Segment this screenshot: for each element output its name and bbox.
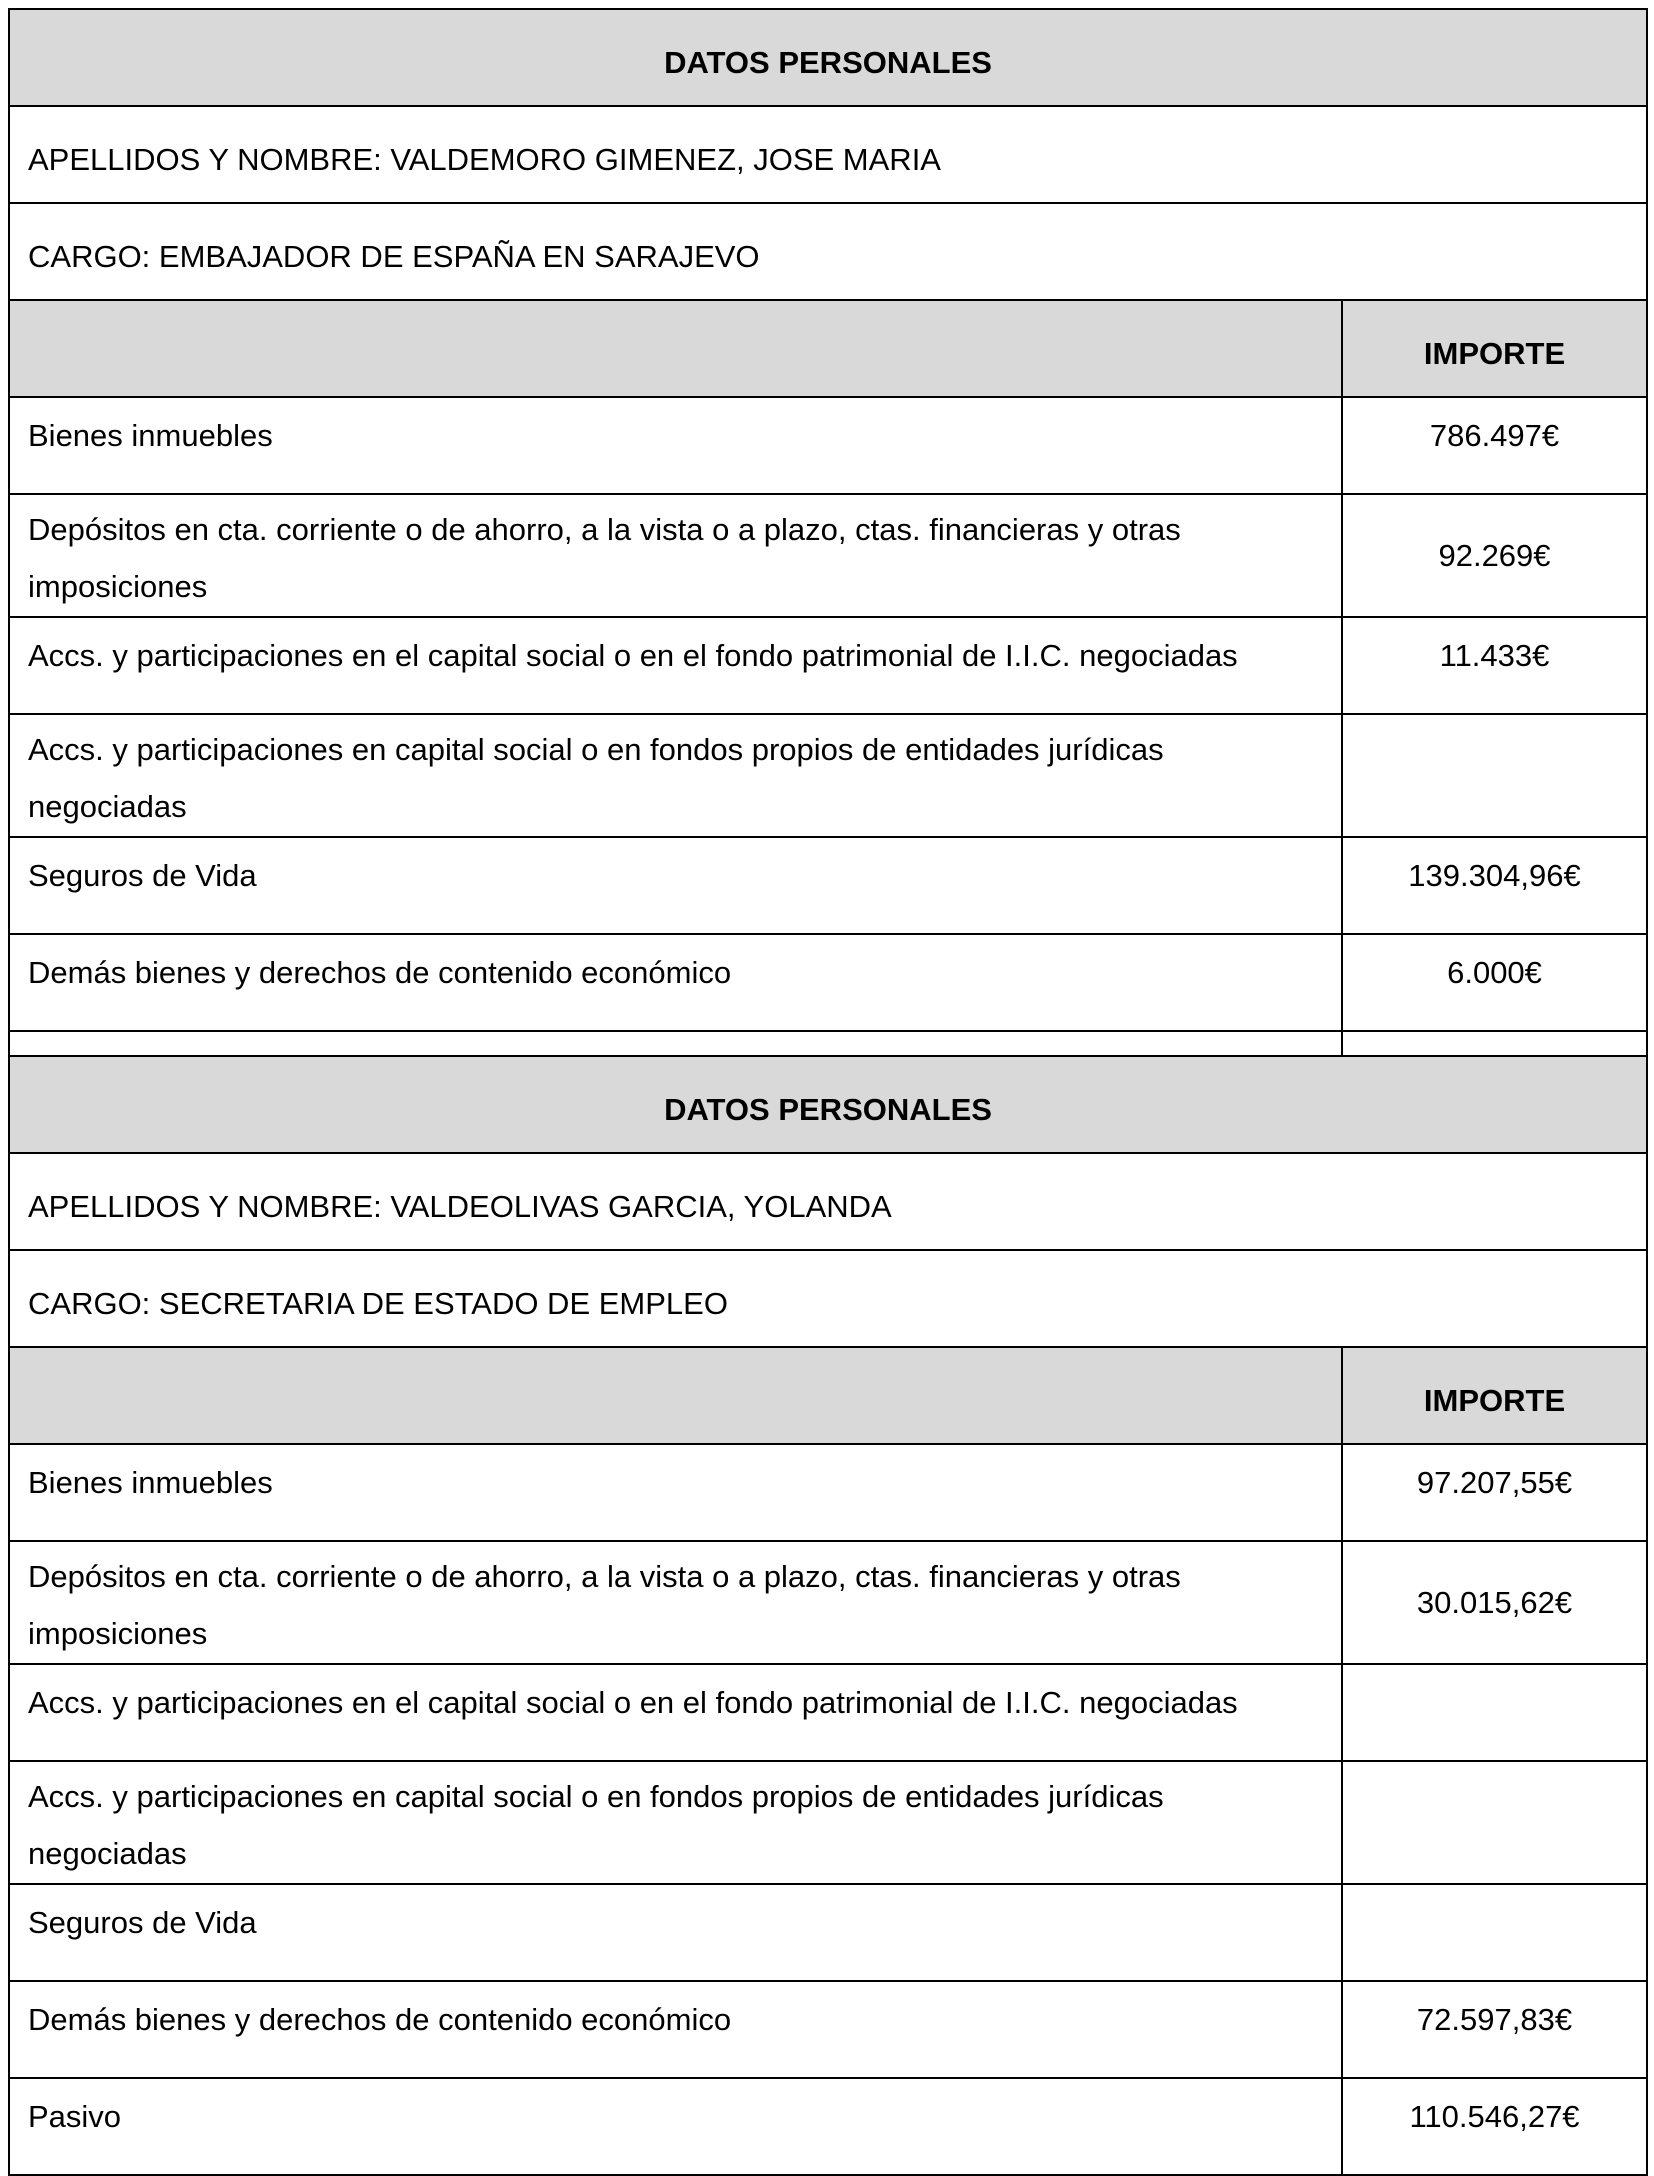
asset-label: Demás bienes y derechos de contenido económico [9,934,1342,1031]
asset-label: Depósitos en cta. corriente o de ahorro, a la vista o a plazo, ctas. financieras y otras imposiciones [9,494,1342,617]
asset-amount: 786.497€ [1342,397,1647,494]
full-name: APELLIDOS Y NOMBRE: VALDEMORO GIMENEZ, JOSE MARIA [9,106,1647,203]
table-row [9,1761,1647,1884]
header-row [9,1056,1647,1153]
asset-amount [1342,1761,1647,1884]
asset-amount: 72.597,83€ [1342,1981,1647,2078]
table-row [9,837,1647,934]
table-row [9,714,1647,837]
amount-column-header: IMPORTE [1342,300,1647,397]
amount-column-header: IMPORTE [1342,1347,1647,1444]
asset-label: Bienes inmuebles [9,1444,1342,1541]
asset-amount: 11.433€ [1342,617,1647,714]
table-row [9,494,1647,617]
asset-label: Seguros de Vida [9,1884,1342,1981]
blank-header-cell [9,1347,1342,1444]
name-row [9,1153,1647,1250]
section-header: DATOS PERSONALES [9,9,1647,106]
asset-label: Pasivo [9,2078,1342,2175]
asset-label: Depósitos en cta. corriente o de ahorro, a la vista o a plazo, ctas. financieras y otras imposiciones [9,1541,1342,1664]
asset-amount: 30.015,62€ [1342,1541,1647,1664]
position-row [9,203,1647,300]
asset-amount [1342,714,1647,837]
position-row [9,1250,1647,1347]
table-row [9,1981,1647,2078]
asset-label: Accs. y participaciones en el capital social o en el fondo patrimonial de I.I.C. negociadas [9,1664,1342,1761]
table-row [9,1541,1647,1664]
position: CARGO: EMBAJADOR DE ESPAÑA EN SARAJEVO [9,203,1647,300]
column-header-row [9,300,1647,397]
table-row [9,1884,1647,1981]
asset-declaration-table [8,1055,1648,2176]
asset-declaration-table [8,8,1648,1129]
table-row [9,2078,1647,2175]
asset-label: Accs. y participaciones en el capital social o en el fondo patrimonial de I.I.C. negociadas [9,617,1342,714]
asset-label: Bienes inmuebles [9,397,1342,494]
full-name: APELLIDOS Y NOMBRE: VALDEOLIVAS GARCIA, YOLANDA [9,1153,1647,1250]
table-row [9,1444,1647,1541]
asset-label: Accs. y participaciones en capital social o en fondos propios de entidades jurídicas negociadas [9,714,1342,837]
table-row [9,397,1647,494]
blank-header-cell [9,300,1342,397]
header-row [9,9,1647,106]
name-row [9,106,1647,203]
asset-amount: 139.304,96€ [1342,837,1647,934]
table-row [9,934,1647,1031]
asset-label: Demás bienes y derechos de contenido económico [9,1981,1342,2078]
position: CARGO: SECRETARIA DE ESTADO DE EMPLEO [9,1250,1647,1347]
asset-label: Accs. y participaciones en capital social o en fondos propios de entidades jurídicas negociadas [9,1761,1342,1884]
asset-amount: 97.207,55€ [1342,1444,1647,1541]
section-header: DATOS PERSONALES [9,1056,1647,1153]
table-row [9,1664,1647,1761]
asset-label: Seguros de Vida [9,837,1342,934]
asset-amount: 92.269€ [1342,494,1647,617]
asset-amount [1342,1664,1647,1761]
table-row [9,617,1647,714]
column-header-row [9,1347,1647,1444]
asset-amount: 6.000€ [1342,934,1647,1031]
asset-amount [1342,1884,1647,1981]
asset-amount: 110.546,27€ [1342,2078,1647,2175]
